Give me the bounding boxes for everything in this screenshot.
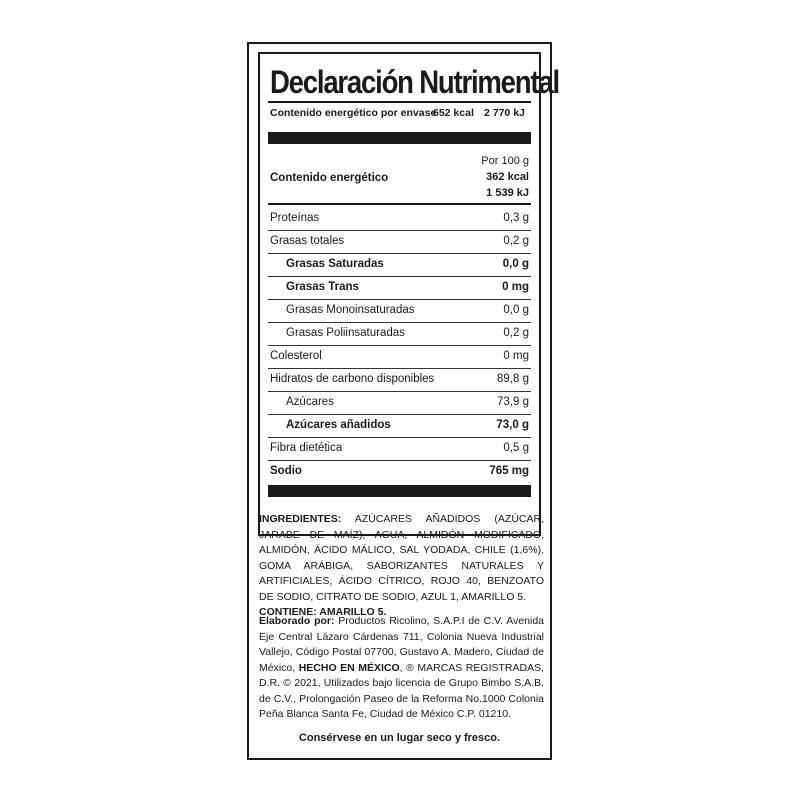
nutrient-value: 0,0 g <box>503 304 529 316</box>
nutrient-value: 0 mg <box>503 350 529 362</box>
nutrient-value: 0 mg <box>502 281 529 293</box>
nutrient-name: Colesterol <box>270 350 322 362</box>
nutrient-name: Proteínas <box>270 212 320 224</box>
nutrient-value: 0,3 g <box>503 212 529 224</box>
nutrient-row <box>270 208 529 228</box>
storage-instructions: Consérvese en un lugar seco y fresco. <box>298 732 501 744</box>
divider <box>268 101 531 103</box>
energy-per-package-label: Contenido energético por envase <box>270 107 437 119</box>
nutrient-value: 765 mg <box>489 465 529 477</box>
energy-per-package-row <box>270 105 531 121</box>
nutrient-row <box>270 438 529 458</box>
nutrient-name: Fibra dietética <box>270 442 343 454</box>
nutrient-row <box>270 254 529 274</box>
nutrient-name: Sodio <box>270 465 302 477</box>
ingredients-label: INGREDIENTES: <box>259 513 342 525</box>
nutrient-name: Hidratos de carbono disponibles <box>270 373 435 385</box>
trademark-text: , ® MARCAS REGISTRADAS, D.R. © 2021, Utilizados bajo licencia de Grupo Bimbo S.A.B. de C.V., Prolongación Paseo de la Reforma No.1000 Colonia Peña Blanca Santa Fe, Ciudad de México C.P. 01210. <box>259 661 544 720</box>
divider <box>268 203 531 205</box>
nutrient-name: Grasas Saturadas <box>286 258 384 270</box>
nutrient-value: 0,2 g <box>503 235 529 247</box>
nutrient-row <box>270 369 529 389</box>
nutrient-name: Azúcares <box>286 396 334 408</box>
nutrient-value: 73,0 g <box>496 419 529 431</box>
nutrient-row <box>270 300 529 320</box>
thick-divider <box>268 132 531 144</box>
energy-per-package-kcal: 652 kcal <box>433 107 474 119</box>
nutrient-row <box>270 277 529 297</box>
nutrient-name: Grasas Poliinsaturadas <box>286 327 405 339</box>
ingredients-text: AZÚCARES AÑADIDOS (AZÚCAR, JARABE DE MAÍZ), AGUA, ALMIDÓN MODIFICADO, ALMIDÓN, ÁCIDO MÁLICO, SAL YODADA, CHILE (1,6%), GOMA ARÁBIGA, SABORIZANTES NATURALES Y ARTIFICIALES, ÁCIDO CÍTRICO, ROJO 40, BENZOATO DE SODIO, CITRATO DE SODIO, AZUL 1, AMARILLO 5. <box>259 513 544 603</box>
panel-title: Declaración Nutrimental <box>270 64 559 100</box>
thick-divider <box>268 485 531 497</box>
nutrient-value: 0,0 g <box>502 258 529 270</box>
nutrient-value: 0,2 g <box>503 327 529 339</box>
manufacturer-text: Productos Ricolino, S.A.P.I de C.V. Avenida Eje Central Lázaro Cárdenas 711, Colonia Nueva Industrial Vallejo, Código Postal 07700, Gustavo A. Madero, Ciudad de México, <box>259 615 545 674</box>
manufacturer-block <box>259 614 544 723</box>
nutrient-row <box>270 323 529 343</box>
energy-kcal: 362 kcal <box>486 171 529 183</box>
made-in-statement: HECHO EN MÉXICO <box>298 661 400 674</box>
nutrient-value: 0,5 g <box>503 442 529 454</box>
nutrient-row <box>270 231 529 251</box>
nutrient-name: Azúcares añadidos <box>286 419 391 431</box>
energy-per-package-kj: 2 770 kJ <box>484 107 525 119</box>
manufacturer-label: Elaborado por: <box>259 615 335 627</box>
nutrient-row <box>270 346 529 366</box>
nutrition-label <box>247 42 559 760</box>
energy-kj: 1 539 kJ <box>486 187 529 199</box>
nutrition-facts-panel <box>258 52 559 536</box>
nutrient-row <box>270 415 529 435</box>
contains-statement: CONTIENE: AMARILLO 5. <box>259 606 387 618</box>
nutrient-value: 89,8 g <box>497 373 529 385</box>
nutrient-name: Grasas totales <box>270 235 345 247</box>
nutrient-name: Grasas Monoinsaturadas <box>286 304 415 316</box>
nutrient-name: Grasas Trans <box>286 281 359 293</box>
unit-header: Por 100 g <box>481 155 529 167</box>
energy-label: Contenido energético <box>270 172 389 184</box>
ingredients-block <box>259 512 544 621</box>
nutrient-row <box>270 392 529 412</box>
nutrient-value: 73,9 g <box>497 396 529 408</box>
nutrient-row <box>270 461 529 481</box>
